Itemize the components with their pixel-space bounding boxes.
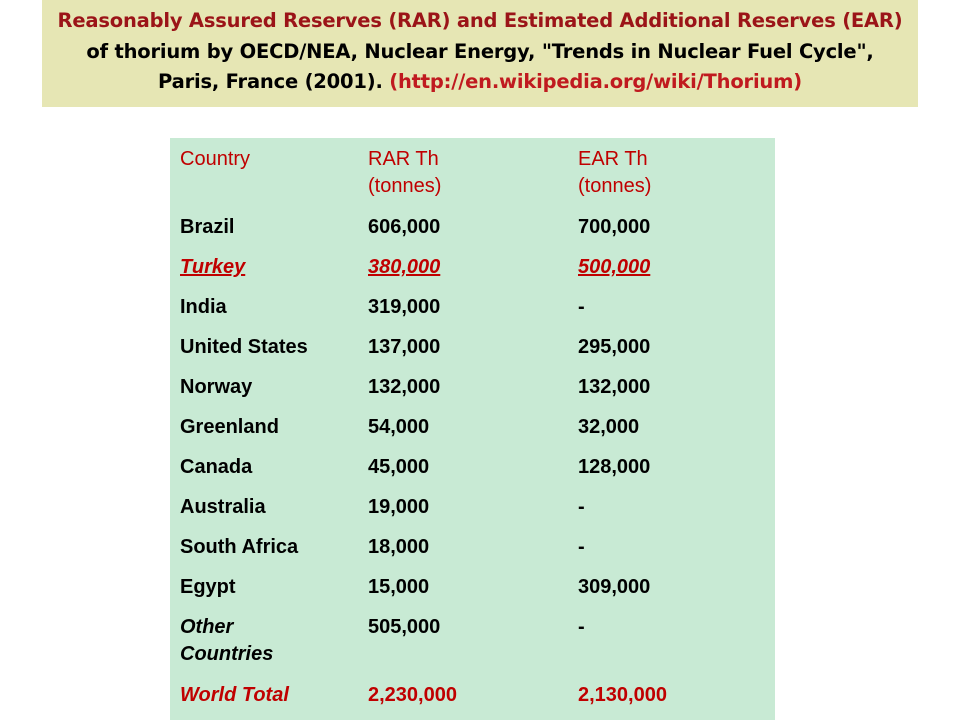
table-row: [180, 574, 758, 614]
table-row: [180, 494, 758, 534]
cell-country: Australia: [180, 496, 266, 518]
table-row: [180, 614, 758, 682]
table-row: [180, 374, 758, 414]
cell-country: Greenland: [180, 416, 279, 438]
cell-rar: 2,230,000: [368, 684, 457, 706]
cell-ear: -: [578, 536, 585, 558]
cell-rar: 18,000: [368, 536, 430, 558]
table-row: [180, 214, 758, 254]
cell-country: Norway: [180, 376, 253, 398]
table-row: [180, 454, 758, 494]
table-header-row: [180, 146, 758, 214]
cell-country: Canada: [180, 456, 253, 478]
cell-rar: 132,000: [368, 376, 441, 398]
source-link[interactable]: (http://en.wikipedia.org/wiki/Thorium): [389, 70, 802, 93]
title-line-3: [52, 67, 908, 98]
title-banner: [42, 0, 918, 107]
cell-rar: 606,000: [368, 216, 441, 238]
title-line-2: of thorium by OECD/NEA, Nuclear Energy, "Trends in Nuclear Fuel Cycle",: [86, 39, 874, 63]
table-row: [180, 534, 758, 574]
header-ear: EAR Th (tonnes): [578, 148, 652, 197]
cell-ear[interactable]: 500,000: [578, 256, 651, 278]
cell-country: Brazil: [180, 216, 235, 238]
cell-rar: 15,000: [368, 576, 430, 598]
title-line-1: Reasonably Assured Reserves (RAR) and Estimated Additional Reserves (EAR): [57, 9, 903, 32]
reserves-table: [180, 146, 758, 722]
cell-country: Egypt: [180, 576, 236, 598]
reserves-table-panel: [170, 138, 775, 720]
cell-country: United States: [180, 336, 308, 358]
cell-country: World Total: [180, 684, 289, 706]
cell-ear: 295,000: [578, 336, 651, 358]
cell-country: Other Countries: [180, 616, 274, 665]
header-country: Country: [180, 148, 251, 170]
table-row-highlighted: [180, 254, 758, 294]
cell-rar: 54,000: [368, 416, 430, 438]
table-row-total: [180, 682, 758, 722]
cell-ear: -: [578, 496, 585, 518]
cell-rar: 137,000: [368, 336, 441, 358]
cell-ear: -: [578, 296, 585, 318]
cell-rar: 319,000: [368, 296, 441, 318]
cell-ear: -: [578, 616, 585, 638]
cell-ear: 132,000: [578, 376, 651, 398]
cell-country[interactable]: Turkey: [180, 256, 246, 278]
table-row: [180, 294, 758, 334]
cell-rar: 505,000: [368, 616, 441, 638]
cell-rar: 19,000: [368, 496, 430, 518]
cell-country: South Africa: [180, 536, 299, 558]
cell-rar[interactable]: 380,000: [368, 256, 441, 278]
cell-ear: 2,130,000: [578, 684, 667, 706]
cell-rar: 45,000: [368, 456, 430, 478]
title-citation: Paris, France (2001).: [158, 70, 383, 93]
table-row: [180, 414, 758, 454]
header-rar: RAR Th (tonnes): [368, 148, 442, 197]
table-row: [180, 334, 758, 374]
cell-ear: 32,000: [578, 416, 640, 438]
cell-ear: 700,000: [578, 216, 651, 238]
cell-ear: 128,000: [578, 456, 651, 478]
cell-ear: 309,000: [578, 576, 651, 598]
cell-country: India: [180, 296, 227, 318]
